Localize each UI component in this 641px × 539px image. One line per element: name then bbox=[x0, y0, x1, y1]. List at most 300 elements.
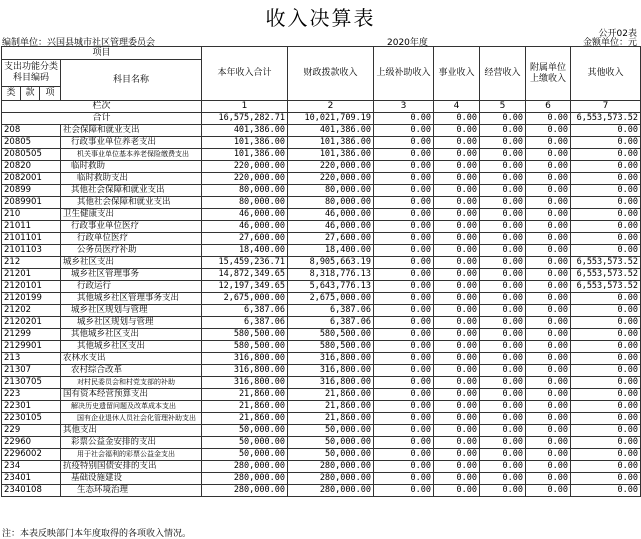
row-value-col-6: 0.00 bbox=[526, 173, 571, 185]
row-value-col-6: 0.00 bbox=[526, 473, 571, 485]
row-value-col-4: 0.00 bbox=[434, 221, 480, 233]
row-value-col-4: 0.00 bbox=[434, 377, 480, 389]
col-num-1: 1 bbox=[202, 101, 288, 113]
row-value-col-3: 0.00 bbox=[374, 353, 434, 365]
row-value-col-1: 12,197,349.65 bbox=[202, 281, 288, 293]
row-value-col-6: 0.00 bbox=[526, 317, 571, 329]
table-row bbox=[2, 389, 641, 401]
org-label: 编制单位：兴国县城市社区管理委员会 bbox=[2, 38, 156, 48]
row-value-col-4: 0.00 bbox=[434, 437, 480, 449]
row-value-col-2: 280,000.00 bbox=[288, 461, 374, 473]
row-value-col-2: 101,386.00 bbox=[288, 137, 374, 149]
row-value-col-1: 80,000.00 bbox=[202, 185, 288, 197]
row-code: 2080505 bbox=[2, 149, 61, 161]
year-label: 2020年度 bbox=[387, 38, 428, 48]
row-name: 临时救助 bbox=[61, 161, 202, 173]
row-value-col-7: 0.00 bbox=[571, 305, 641, 317]
row-value-col-6: 0.00 bbox=[526, 485, 571, 497]
row-value-col-1: 280,000.00 bbox=[202, 473, 288, 485]
table-row bbox=[2, 293, 641, 305]
row-value-col-6: 0.00 bbox=[526, 293, 571, 305]
row-value-col-2: 21,860.00 bbox=[288, 389, 374, 401]
col-num-7: 7 bbox=[571, 101, 641, 113]
row-value-col-7: 0.00 bbox=[571, 293, 641, 305]
row-code: 208 bbox=[2, 125, 61, 137]
row-value-col-2: 46,000.00 bbox=[288, 209, 374, 221]
row-value-col-6: 0.00 bbox=[526, 401, 571, 413]
row-value-col-4: 0.00 bbox=[434, 137, 480, 149]
row-value-col-5: 0.00 bbox=[480, 305, 526, 317]
header-col-5: 经营收入 bbox=[480, 47, 526, 101]
row-value-col-7: 0.00 bbox=[571, 317, 641, 329]
table-row bbox=[2, 353, 641, 365]
table-row bbox=[2, 161, 641, 173]
row-value-col-6: 0.00 bbox=[526, 449, 571, 461]
row-value-col-2: 21,860.00 bbox=[288, 413, 374, 425]
row-name: 基础设施建设 bbox=[61, 473, 202, 485]
row-code: 22301 bbox=[2, 401, 61, 413]
row-value-col-1: 50,000.00 bbox=[202, 449, 288, 461]
row-value-col-6: 0.00 bbox=[526, 305, 571, 317]
row-value-col-2: 80,000.00 bbox=[288, 197, 374, 209]
row-value-col-1: 27,600.00 bbox=[202, 233, 288, 245]
table-row bbox=[2, 341, 641, 353]
row-code: 2101103 bbox=[2, 245, 61, 257]
row-value-col-1: 101,386.00 bbox=[202, 149, 288, 161]
row-value-col-4: 0.00 bbox=[434, 305, 480, 317]
row-value-col-1: 220,000.00 bbox=[202, 161, 288, 173]
row-value-col-6: 0.00 bbox=[526, 341, 571, 353]
row-value-col-7: 0.00 bbox=[571, 377, 641, 389]
row-value-col-4: 0.00 bbox=[434, 269, 480, 281]
row-code: 21307 bbox=[2, 365, 61, 377]
row-value-col-1: 15,459,236.71 bbox=[202, 257, 288, 269]
row-name: 农村综合改革 bbox=[61, 365, 202, 377]
row-value-col-6: 0.00 bbox=[526, 149, 571, 161]
income-table bbox=[1, 46, 641, 497]
row-value-col-1: 21,860.00 bbox=[202, 389, 288, 401]
table-row bbox=[2, 365, 641, 377]
row-code: 21202 bbox=[2, 305, 61, 317]
row-code: 2120101 bbox=[2, 281, 61, 293]
row-value-col-2: 401,386.00 bbox=[288, 125, 374, 137]
row-value-col-6: 0.00 bbox=[526, 353, 571, 365]
table-row bbox=[2, 197, 641, 209]
row-value-col-7: 0.00 bbox=[571, 245, 641, 257]
row-value-col-1: 6,387.06 bbox=[202, 317, 288, 329]
row-value-col-1: 6,387.06 bbox=[202, 305, 288, 317]
row-value-col-3: 0.00 bbox=[374, 137, 434, 149]
row-code: 20820 bbox=[2, 161, 61, 173]
row-value-col-2: 50,000.00 bbox=[288, 425, 374, 437]
row-value-col-3: 0.00 bbox=[374, 329, 434, 341]
row-value-col-6: 0.00 bbox=[526, 389, 571, 401]
row-value-col-6: 0.00 bbox=[526, 365, 571, 377]
row-value-col-7: 6,553,573.52 bbox=[571, 269, 641, 281]
header-col-1: 本年收入合计 bbox=[202, 47, 288, 101]
row-value-col-1: 316,800.00 bbox=[202, 377, 288, 389]
row-value-col-4: 0.00 bbox=[434, 413, 480, 425]
row-value-col-4: 0.00 bbox=[434, 245, 480, 257]
row-value-col-3: 0.00 bbox=[374, 185, 434, 197]
row-value-col-5: 0.00 bbox=[480, 209, 526, 221]
row-value-col-2: 80,000.00 bbox=[288, 185, 374, 197]
row-value-col-7: 0.00 bbox=[571, 149, 641, 161]
row-value-col-4: 0.00 bbox=[434, 449, 480, 461]
row-value-col-7: 0.00 bbox=[571, 485, 641, 497]
table-row bbox=[2, 125, 641, 137]
row-value-col-2: 6,387.06 bbox=[288, 317, 374, 329]
row-name: 解决历史遗留问题及改革成本支出 bbox=[61, 401, 202, 413]
row-code: 212 bbox=[2, 257, 61, 269]
row-value-col-1: 50,000.00 bbox=[202, 425, 288, 437]
row-value-col-4: 0.00 bbox=[434, 425, 480, 437]
row-value-col-3: 0.00 bbox=[374, 341, 434, 353]
row-value-col-5: 0.00 bbox=[480, 449, 526, 461]
row-value-col-1: 14,872,349.65 bbox=[202, 269, 288, 281]
table-row bbox=[2, 377, 641, 389]
row-code: 2129901 bbox=[2, 341, 61, 353]
row-value-col-2: 220,000.00 bbox=[288, 161, 374, 173]
row-value-col-6: 0.00 bbox=[526, 185, 571, 197]
row-value-col-5: 0.00 bbox=[480, 401, 526, 413]
row-value-col-3: 0.00 bbox=[374, 365, 434, 377]
table-row bbox=[2, 185, 641, 197]
row-value-col-6: 0.00 bbox=[526, 281, 571, 293]
row-code: 2101101 bbox=[2, 233, 61, 245]
row-value-col-2: 316,800.00 bbox=[288, 353, 374, 365]
row-value-col-1: 101,386.00 bbox=[202, 137, 288, 149]
row-name: 农林水支出 bbox=[61, 353, 202, 365]
row-name: 城乡社区规划与管理 bbox=[61, 317, 202, 329]
row-value-col-1: 280,000.00 bbox=[202, 461, 288, 473]
table-row bbox=[2, 221, 641, 233]
row-name: 城乡社区支出 bbox=[61, 257, 202, 269]
table-row bbox=[2, 413, 641, 425]
row-value-col-5: 0.00 bbox=[480, 245, 526, 257]
row-value-col-2: 316,800.00 bbox=[288, 377, 374, 389]
row-value-col-5: 0.00 bbox=[480, 377, 526, 389]
header-kuan: 款 bbox=[21, 87, 40, 101]
row-value-col-1: 18,400.00 bbox=[202, 245, 288, 257]
row-code: 2340108 bbox=[2, 485, 61, 497]
row-value-col-6: 0.00 bbox=[526, 425, 571, 437]
total-label: 合计 bbox=[2, 113, 202, 125]
row-value-col-1: 580,500.00 bbox=[202, 341, 288, 353]
table-row bbox=[2, 209, 641, 221]
row-value-col-5: 0.00 bbox=[480, 461, 526, 473]
row-value-col-4: 0.00 bbox=[434, 257, 480, 269]
row-name: 行政运行 bbox=[61, 281, 202, 293]
footnote: 注：本表反映部门本年度取得的各项收入情况。 bbox=[2, 529, 192, 539]
header-col-7: 其他收入 bbox=[571, 47, 641, 101]
row-value-col-2: 50,000.00 bbox=[288, 449, 374, 461]
row-value-col-2: 8,318,776.13 bbox=[288, 269, 374, 281]
row-value-col-4: 0.00 bbox=[434, 353, 480, 365]
row-name: 彩票公益金安排的支出 bbox=[61, 437, 202, 449]
row-value-col-4: 0.00 bbox=[434, 401, 480, 413]
row-value-col-6: 0.00 bbox=[526, 233, 571, 245]
row-value-col-6: 0.00 bbox=[526, 269, 571, 281]
row-code: 2130705 bbox=[2, 377, 61, 389]
col-num-5: 5 bbox=[480, 101, 526, 113]
row-value-col-6: 0.00 bbox=[526, 437, 571, 449]
header-col-4: 事业收入 bbox=[434, 47, 480, 101]
row-value-col-5: 0.00 bbox=[480, 185, 526, 197]
row-value-col-3: 0.00 bbox=[374, 233, 434, 245]
total-col-5: 0.00 bbox=[480, 113, 526, 125]
row-value-col-3: 0.00 bbox=[374, 305, 434, 317]
row-value-col-1: 21,860.00 bbox=[202, 413, 288, 425]
row-value-col-7: 0.00 bbox=[571, 437, 641, 449]
row-value-col-7: 0.00 bbox=[571, 161, 641, 173]
total-col-4: 0.00 bbox=[434, 113, 480, 125]
row-value-col-2: 101,386.00 bbox=[288, 149, 374, 161]
row-value-col-6: 0.00 bbox=[526, 125, 571, 137]
row-value-col-7: 0.00 bbox=[571, 125, 641, 137]
table-row bbox=[2, 425, 641, 437]
row-value-col-4: 0.00 bbox=[434, 473, 480, 485]
row-value-col-5: 0.00 bbox=[480, 161, 526, 173]
row-code: 2089901 bbox=[2, 197, 61, 209]
row-value-col-2: 2,675,000.00 bbox=[288, 293, 374, 305]
row-name: 行政事业单位养老支出 bbox=[61, 137, 202, 149]
row-code: 20899 bbox=[2, 185, 61, 197]
row-name: 其他城乡社区支出 bbox=[61, 329, 202, 341]
row-value-col-5: 0.00 bbox=[480, 137, 526, 149]
row-value-col-7: 0.00 bbox=[571, 233, 641, 245]
row-value-col-7: 0.00 bbox=[571, 401, 641, 413]
row-name: 国有企业退休人员社会化管理补助支出 bbox=[61, 413, 202, 425]
row-value-col-7: 0.00 bbox=[571, 341, 641, 353]
total-col-3: 0.00 bbox=[374, 113, 434, 125]
row-value-col-7: 0.00 bbox=[571, 473, 641, 485]
row-value-col-2: 280,000.00 bbox=[288, 485, 374, 497]
row-value-col-2: 580,500.00 bbox=[288, 341, 374, 353]
row-value-col-6: 0.00 bbox=[526, 197, 571, 209]
row-name: 生态环境治理 bbox=[61, 485, 202, 497]
row-value-col-7: 0.00 bbox=[571, 449, 641, 461]
row-code: 210 bbox=[2, 209, 61, 221]
row-value-col-7: 0.00 bbox=[571, 365, 641, 377]
row-value-col-6: 0.00 bbox=[526, 221, 571, 233]
row-value-col-4: 0.00 bbox=[434, 197, 480, 209]
row-value-col-5: 0.00 bbox=[480, 341, 526, 353]
row-value-col-1: 46,000.00 bbox=[202, 221, 288, 233]
row-value-col-7: 0.00 bbox=[571, 197, 641, 209]
row-value-col-4: 0.00 bbox=[434, 365, 480, 377]
table-row bbox=[2, 449, 641, 461]
row-name: 临时救助支出 bbox=[61, 173, 202, 185]
row-value-col-1: 316,800.00 bbox=[202, 353, 288, 365]
row-value-col-3: 0.00 bbox=[374, 257, 434, 269]
col-num-6: 6 bbox=[526, 101, 571, 113]
row-value-col-4: 0.00 bbox=[434, 281, 480, 293]
row-value-col-2: 27,600.00 bbox=[288, 233, 374, 245]
row-value-col-3: 0.00 bbox=[374, 389, 434, 401]
row-value-col-6: 0.00 bbox=[526, 413, 571, 425]
row-value-col-6: 0.00 bbox=[526, 329, 571, 341]
row-value-col-4: 0.00 bbox=[434, 149, 480, 161]
row-value-col-5: 0.00 bbox=[480, 317, 526, 329]
form-code: 公开02表 bbox=[598, 29, 637, 39]
row-value-col-4: 0.00 bbox=[434, 461, 480, 473]
row-value-col-7: 0.00 bbox=[571, 209, 641, 221]
row-value-col-4: 0.00 bbox=[434, 485, 480, 497]
row-name: 其他社会保障和就业支出 bbox=[61, 197, 202, 209]
table-row bbox=[2, 473, 641, 485]
row-value-col-3: 0.00 bbox=[374, 413, 434, 425]
row-value-col-4: 0.00 bbox=[434, 389, 480, 401]
header-lanci: 栏次 bbox=[2, 101, 202, 113]
row-name: 国有资本经营预算支出 bbox=[61, 389, 202, 401]
row-value-col-3: 0.00 bbox=[374, 149, 434, 161]
col-num-2: 2 bbox=[288, 101, 374, 113]
row-value-col-7: 0.00 bbox=[571, 185, 641, 197]
row-value-col-3: 0.00 bbox=[374, 485, 434, 497]
row-value-col-4: 0.00 bbox=[434, 185, 480, 197]
row-value-col-1: 2,675,000.00 bbox=[202, 293, 288, 305]
row-value-col-5: 0.00 bbox=[480, 125, 526, 137]
row-code: 21299 bbox=[2, 329, 61, 341]
unit-line bbox=[2, 35, 639, 46]
row-code: 2082001 bbox=[2, 173, 61, 185]
row-code: 22960 bbox=[2, 437, 61, 449]
page-title: 收入决算表 bbox=[265, 6, 376, 30]
row-value-col-3: 0.00 bbox=[374, 197, 434, 209]
row-value-col-4: 0.00 bbox=[434, 317, 480, 329]
row-value-col-3: 0.00 bbox=[374, 125, 434, 137]
row-code: 223 bbox=[2, 389, 61, 401]
row-value-col-1: 580,500.00 bbox=[202, 329, 288, 341]
table-row bbox=[2, 485, 641, 497]
row-value-col-6: 0.00 bbox=[526, 257, 571, 269]
table-row bbox=[2, 149, 641, 161]
row-value-col-4: 0.00 bbox=[434, 293, 480, 305]
table-row bbox=[2, 233, 641, 245]
row-value-col-2: 6,387.06 bbox=[288, 305, 374, 317]
row-value-col-1: 280,000.00 bbox=[202, 485, 288, 497]
row-code: 213 bbox=[2, 353, 61, 365]
row-value-col-2: 18,400.00 bbox=[288, 245, 374, 257]
row-value-col-3: 0.00 bbox=[374, 401, 434, 413]
row-code: 229 bbox=[2, 425, 61, 437]
row-value-col-1: 80,000.00 bbox=[202, 197, 288, 209]
row-name: 其他社会保障和就业支出 bbox=[61, 185, 202, 197]
row-value-col-2: 50,000.00 bbox=[288, 437, 374, 449]
row-value-col-3: 0.00 bbox=[374, 221, 434, 233]
row-value-col-2: 46,000.00 bbox=[288, 221, 374, 233]
row-value-col-7: 6,553,573.52 bbox=[571, 281, 641, 293]
row-name: 用于社会福利的彩票公益金支出 bbox=[61, 449, 202, 461]
row-value-col-3: 0.00 bbox=[374, 293, 434, 305]
row-name: 对村民委员会和村党支部的补助 bbox=[61, 377, 202, 389]
row-value-col-5: 0.00 bbox=[480, 437, 526, 449]
row-value-col-1: 401,386.00 bbox=[202, 125, 288, 137]
row-value-col-3: 0.00 bbox=[374, 269, 434, 281]
row-value-col-4: 0.00 bbox=[434, 173, 480, 185]
row-code: 2230105 bbox=[2, 413, 61, 425]
total-col-1: 16,575,282.71 bbox=[202, 113, 288, 125]
row-value-col-7: 0.00 bbox=[571, 389, 641, 401]
row-value-col-5: 0.00 bbox=[480, 149, 526, 161]
row-value-col-2: 5,643,776.13 bbox=[288, 281, 374, 293]
row-value-col-4: 0.00 bbox=[434, 329, 480, 341]
row-value-col-3: 0.00 bbox=[374, 425, 434, 437]
row-value-col-3: 0.00 bbox=[374, 461, 434, 473]
row-value-col-2: 8,905,663.19 bbox=[288, 257, 374, 269]
row-value-col-1: 46,000.00 bbox=[202, 209, 288, 221]
row-name: 其他城乡社区支出 bbox=[61, 341, 202, 353]
row-name: 其他城乡社区管理事务支出 bbox=[61, 293, 202, 305]
row-name: 其他支出 bbox=[61, 425, 202, 437]
row-value-col-7: 0.00 bbox=[571, 413, 641, 425]
row-value-col-1: 220,000.00 bbox=[202, 173, 288, 185]
row-value-col-6: 0.00 bbox=[526, 137, 571, 149]
row-value-col-4: 0.00 bbox=[434, 125, 480, 137]
row-code: 2120199 bbox=[2, 293, 61, 305]
header-item-name: 科目名称 bbox=[61, 60, 202, 101]
row-value-col-3: 0.00 bbox=[374, 281, 434, 293]
row-value-col-7: 0.00 bbox=[571, 329, 641, 341]
table-row bbox=[2, 173, 641, 185]
row-value-col-4: 0.00 bbox=[434, 341, 480, 353]
row-name: 卫生健康支出 bbox=[61, 209, 202, 221]
header-lei: 类 bbox=[2, 87, 21, 101]
row-code: 23401 bbox=[2, 473, 61, 485]
row-value-col-3: 0.00 bbox=[374, 437, 434, 449]
row-value-col-6: 0.00 bbox=[526, 209, 571, 221]
table-row bbox=[2, 461, 641, 473]
row-value-col-2: 580,500.00 bbox=[288, 329, 374, 341]
table-row bbox=[2, 317, 641, 329]
row-value-col-7: 0.00 bbox=[571, 173, 641, 185]
row-value-col-2: 280,000.00 bbox=[288, 473, 374, 485]
total-col-2: 10,021,709.19 bbox=[288, 113, 374, 125]
row-value-col-4: 0.00 bbox=[434, 233, 480, 245]
row-code: 21201 bbox=[2, 269, 61, 281]
total-col-7: 6,553,573.52 bbox=[571, 113, 641, 125]
col-num-4: 4 bbox=[434, 101, 480, 113]
row-value-col-6: 0.00 bbox=[526, 461, 571, 473]
row-value-col-7: 0.00 bbox=[571, 137, 641, 149]
row-value-col-1: 50,000.00 bbox=[202, 437, 288, 449]
row-value-col-3: 0.00 bbox=[374, 245, 434, 257]
row-value-col-5: 0.00 bbox=[480, 269, 526, 281]
row-value-col-5: 0.00 bbox=[480, 281, 526, 293]
row-value-col-7: 0.00 bbox=[571, 461, 641, 473]
row-value-col-5: 0.00 bbox=[480, 365, 526, 377]
row-value-col-3: 0.00 bbox=[374, 209, 434, 221]
row-name: 行政单位医疗 bbox=[61, 233, 202, 245]
row-value-col-5: 0.00 bbox=[480, 173, 526, 185]
row-code: 2296002 bbox=[2, 449, 61, 461]
table-row bbox=[2, 401, 641, 413]
table-row bbox=[2, 269, 641, 281]
row-value-col-6: 0.00 bbox=[526, 377, 571, 389]
row-value-col-5: 0.00 bbox=[480, 257, 526, 269]
header-col-3: 上级补助收入 bbox=[374, 47, 434, 101]
header-class-code: 支出功能分类科目编码 bbox=[2, 60, 61, 87]
row-value-col-7: 0.00 bbox=[571, 353, 641, 365]
row-value-col-1: 316,800.00 bbox=[202, 365, 288, 377]
row-value-col-5: 0.00 bbox=[480, 413, 526, 425]
row-code: 234 bbox=[2, 461, 61, 473]
row-value-col-5: 0.00 bbox=[480, 353, 526, 365]
row-name: 机关事业单位基本养老保险缴费支出 bbox=[61, 149, 202, 161]
header-item: 项目 bbox=[2, 47, 202, 60]
col-num-3: 3 bbox=[374, 101, 434, 113]
